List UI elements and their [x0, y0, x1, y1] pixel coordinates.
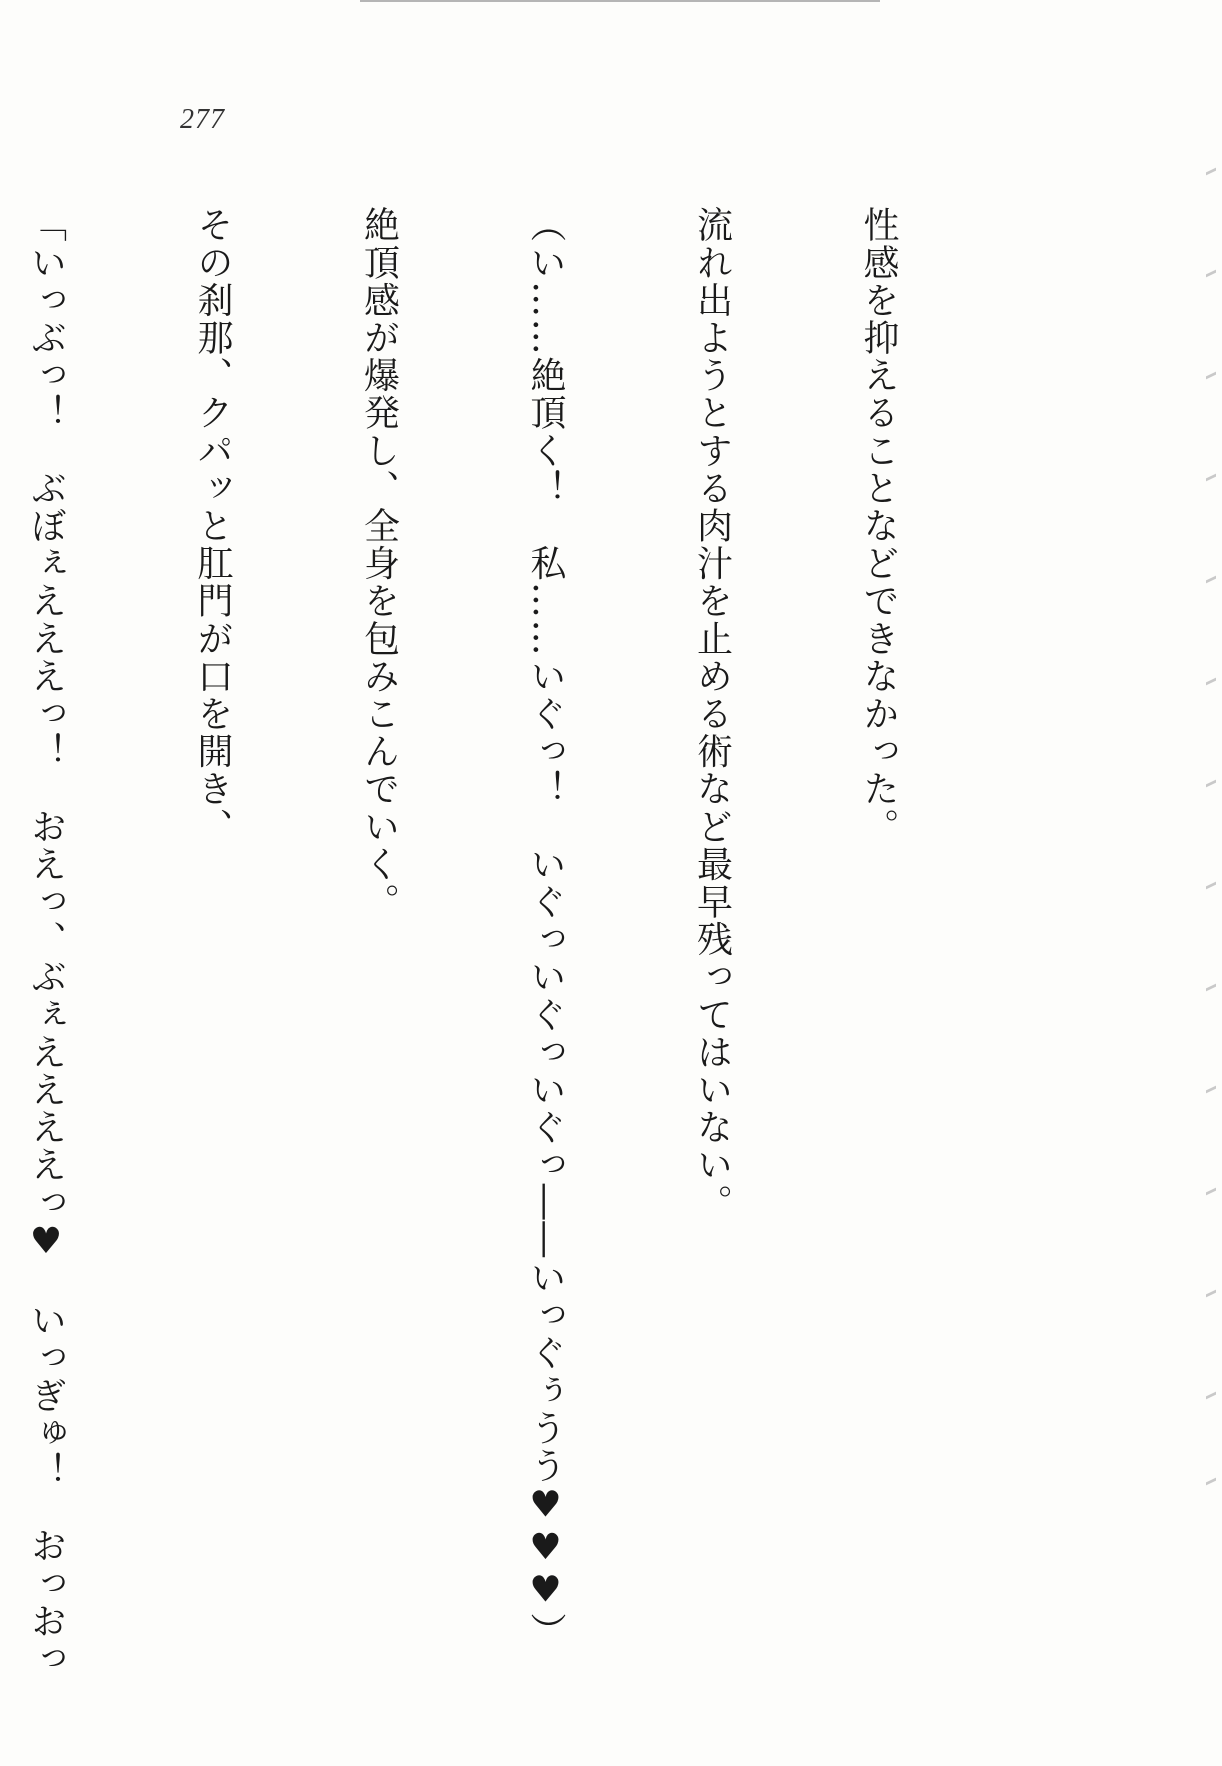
- vertical-text-block: [0, 206, 1017, 1678]
- edge-mark: [1206, 1086, 1216, 1094]
- text-line: （い……絶頂く！ 私……いぐっ！ いぐっいぐっいぐっ――いっぐぅうう♥♥♥）: [525, 206, 566, 1650]
- edge-mark: [1206, 1392, 1216, 1400]
- edge-mark: [1206, 1290, 1216, 1298]
- edge-mark: [1206, 1188, 1216, 1196]
- text-line: 流れ出ようとする肉汁を止める術など最早残ってはいない。: [691, 206, 733, 1222]
- text-line: 「いっぶっ！ ぶぼぇえええっ！ おえっ、ぶぇええええっ♥ いっぎゅ！ おっおっ: [25, 206, 67, 1678]
- edge-mark: [1206, 474, 1216, 482]
- edge-mark: [1206, 270, 1216, 278]
- edge-mark: [1206, 882, 1216, 890]
- text-line: その刹那、クパッと肛門が口を開き、: [192, 206, 233, 846]
- edge-mark: [1206, 372, 1216, 380]
- edge-mark: [1206, 168, 1216, 176]
- text-line: 性感を抑えることなどできなかった。: [858, 206, 899, 846]
- edge-mark: [1206, 780, 1216, 788]
- edge-mark: [1206, 678, 1216, 686]
- edge-mark: [1206, 576, 1216, 584]
- top-edge-rule: [360, 0, 880, 2]
- edge-mark: [1206, 984, 1216, 992]
- text-line: 絶頂感が爆発し、全身を包みこんでいく。: [358, 206, 400, 921]
- page-number: 277: [180, 104, 225, 135]
- page-edge-marks: [1204, 170, 1216, 1490]
- edge-mark: [1206, 1478, 1216, 1486]
